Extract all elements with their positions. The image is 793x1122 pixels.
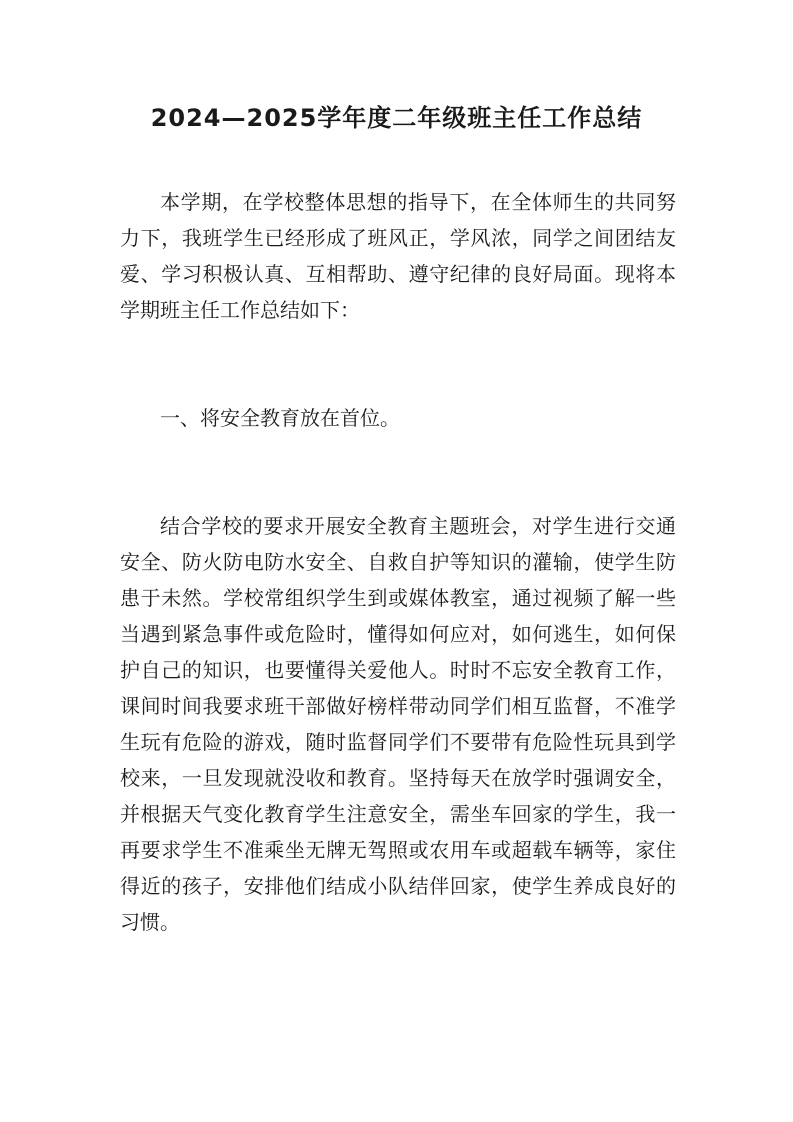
paragraph-spacer [120, 328, 676, 400]
document-title: 2024—2025学年度二年级班主任工作总结 [150, 104, 643, 132]
section-heading: 一、将安全教育放在首位。 [160, 406, 400, 430]
safety-paragraph: 结合学校的要求开展安全教育主题班会，对学生进行交通安全、防火防电防水安全、自救自护等知识的灌输，使学生防患于未然。学校常组织学生到或媒体教室，通过视频了解一些当遇到紧急事件或危险时，懂得如何应对，如何逃生，如何保护自己的知识，也要懂得关爱他人。时时不忘安全教育工作，课间时间我要求班干部做好榜样带动同学们相互监督，不准学生玩有危险的游戏，随时监督同学们不要带有危险性玩具到学校来，一旦发现就没收和教育。坚持每天在放学时强调安全，并根据天气变化教育学生注意安全，需坐车回家的学生，我一再要求学生不准乘坐无牌无驾照或农用车或超载车辆等，家住得近的孩子，安排他们结成小队结伴回家，使学生养成良好的习惯。 [120, 514, 676, 934]
paragraph-spacer [120, 436, 676, 508]
intro-paragraph: 本学期，在学校整体思想的指导下，在全体师生的共同努力下，我班学生已经形成了班风正，学风浓，同学之间团结友爱、学习积极认真、互相帮助、遵守纪律的良好局面。现将本学期班主任工作总结如下： [120, 190, 676, 322]
document-body [120, 184, 676, 940]
